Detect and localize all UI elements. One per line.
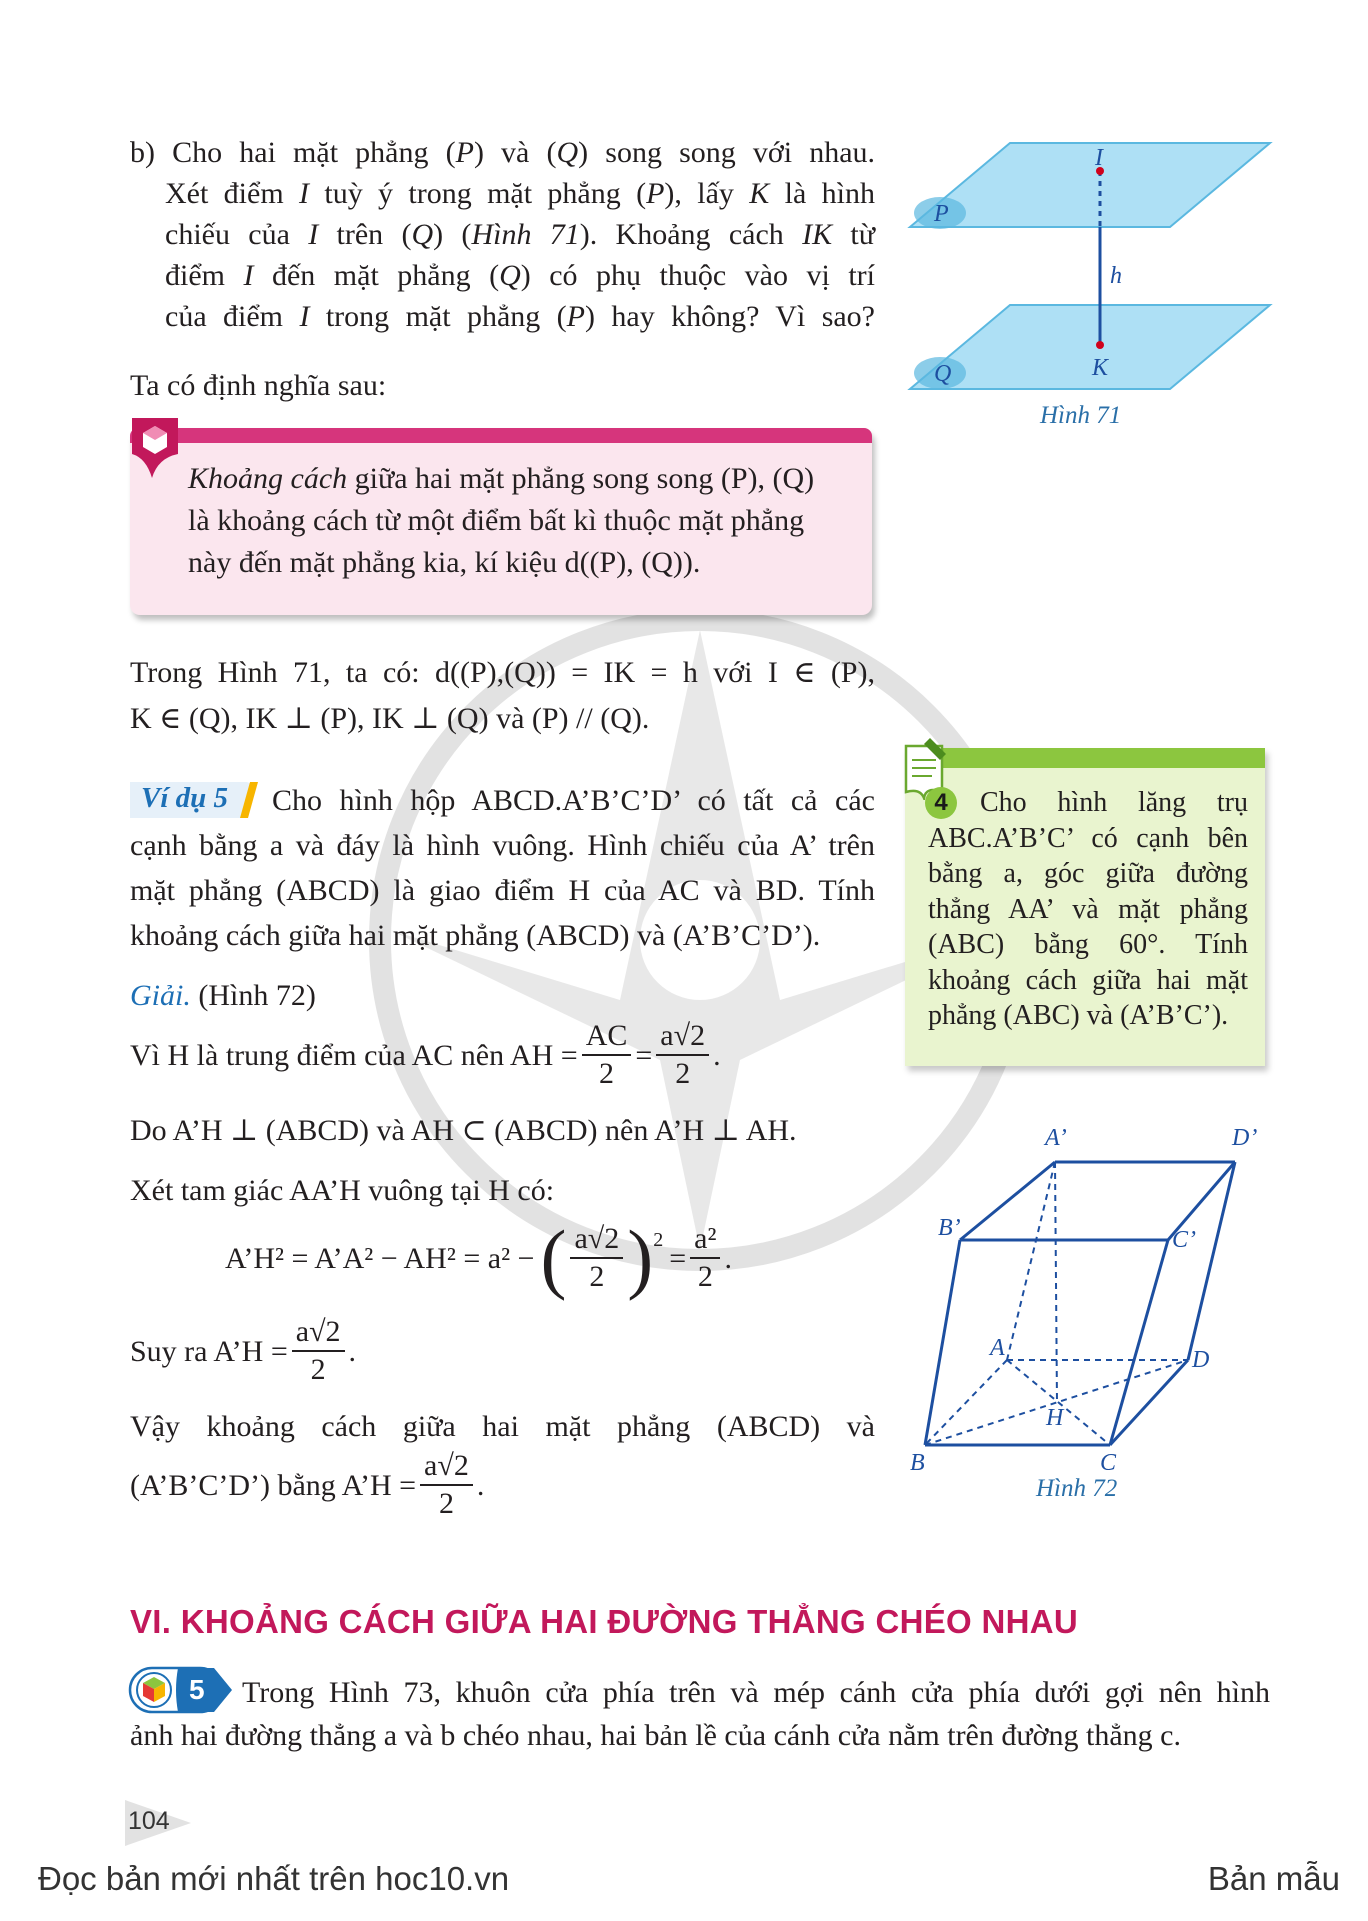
svg-text:A: A <box>990 1335 1005 1361</box>
section-heading: VI. KHOẢNG CÁCH GIỮA HAI ĐƯỜNG THẲNG CHÉO NHAU <box>130 1603 1078 1640</box>
section-paragraph-line-1: Trong Hình 73, khuôn cửa phía trên và mép cánh cửa phía dưới gợi nên hình <box>242 1676 1270 1709</box>
fraction-ac-over-2: $\frac{AC}{2}$ <box>582 1018 632 1092</box>
example-line-3: mặt phẳng (ABCD) là giao điểm H của AC và BD. Tính <box>130 874 875 907</box>
exercise-line-5: (ABC) bằng 60°. Tính <box>928 929 1248 960</box>
solution-step-2: Do A’H ⊥ (ABCD) và AH ⊂ (ABCD) nên A’H ⊥ AH. <box>130 1114 797 1147</box>
example-text <box>130 778 875 958</box>
part-b-question <box>130 132 875 337</box>
svg-text:D’: D’ <box>1232 1125 1258 1151</box>
fraction-a-sqrt2-over-2: $\frac{a√2}{2}$ <box>656 1018 709 1092</box>
fig71-statement-line-1: Trong Hình 71, ta có: d((P),(Q)) = IK = h với I ∈ (P), <box>130 656 875 689</box>
part-b-line-4: điểm I đến mặt phẳng (Q) có phụ thuộc vào vị trí <box>165 259 875 292</box>
point-k <box>1096 341 1104 349</box>
solution-heading <box>130 975 316 1016</box>
example-line-4: khoảng cách giữa hai mặt phẳng (ABCD) và (A’B’C’D’). <box>130 919 821 952</box>
svg-text:H: H <box>1046 1405 1064 1431</box>
solution-ref: (Hình 72) <box>190 979 316 1012</box>
intro-text: Ta có định nghĩa sau: <box>130 369 387 402</box>
exercise-text <box>928 785 1248 1034</box>
definition-bar <box>130 428 872 443</box>
activity-number: 5 <box>189 1674 205 1705</box>
solution-step-5: Suy ra A’H = $\frac{a√2}{2}$ . <box>130 1315 357 1386</box>
definition-line-2: là khoảng cách từ một điểm bất kì thuộc mặt phẳng <box>188 504 805 537</box>
definition-line-3: này đến mặt phẳng kia, kí kiệu d((P), (Q)). <box>188 546 701 579</box>
svg-text:B’: B’ <box>938 1215 961 1241</box>
solution-step-6 <box>130 1406 875 1447</box>
definition-text <box>188 458 848 584</box>
svg-text:K: K <box>1092 355 1109 381</box>
svg-text:P: P <box>934 201 949 227</box>
exercise-number-badge: 4 <box>925 787 957 819</box>
footer-right: Bản mẫu <box>1207 1860 1340 1897</box>
fraction-a2-over-2: $\frac{\text{a²}}{2}$ <box>690 1221 720 1295</box>
fraction-a-sqrt2-over-2-b: $\frac{a√2}{2}$ <box>292 1314 345 1388</box>
svg-text:I: I <box>1095 145 1103 171</box>
exercise-line-4: thẳng AA’ và mặt phẳng <box>928 893 1248 925</box>
fraction-a-sqrt2-over-2-squared: $\frac{a√2}{2}$ <box>570 1221 623 1295</box>
exercise-line-2: ABC.A’B’C’ có cạnh bên <box>928 822 1248 854</box>
exercise-line-6: khoảng cách giữa hai mặt <box>928 964 1248 996</box>
part-b-line-3: chiếu của I trên (Q) (Hình 71). Khoảng cách IK từ <box>165 218 875 251</box>
exercise-line-1: Cho hình lăng trụ <box>980 787 1248 818</box>
solution-step-1: Vì H là trung điểm của AC nên AH = $\frac{AC}{2}$ = $\frac{a√2}{2}$ . <box>130 1019 721 1090</box>
svg-text:A’: A’ <box>1045 1125 1067 1151</box>
svg-text:Q: Q <box>934 361 952 387</box>
footer-left: Đọc bản mới nhất trên hoc10.vn <box>38 1860 510 1897</box>
part-b-line-2: Xét điểm I tuỳ ý trong mặt phẳng (P), lấy K là hình <box>165 177 875 210</box>
example-line-2: cạnh bằng a và đáy là hình vuông. Hình chiếu của A’ trên <box>130 829 875 862</box>
svg-text:h: h <box>1110 263 1122 289</box>
part-b-line-1: b) Cho hai mặt phẳng (P) và (Q) song song với nhau. <box>130 136 876 169</box>
figure-71 <box>900 135 1280 435</box>
solution-step-6-line-2: (A’B’C’D’) bằng A’H = $\frac{a√2}{2}$ . <box>130 1449 485 1520</box>
fraction-a-sqrt2-over-2-c: $\frac{a√2}{2}$ <box>420 1448 473 1522</box>
exercise-bar <box>905 748 1265 768</box>
definition-line-1: Khoảng cách giữa hai mặt phẳng song song (P), (Q) <box>188 462 815 495</box>
figure-72 <box>900 1115 1280 1485</box>
page-number: 104 <box>128 1807 170 1835</box>
exercise-line-7: phẳng (ABC) và (A’B’C’). <box>928 1000 1229 1031</box>
solution-label: Giải. <box>130 979 191 1012</box>
exercise-line-3: bằng a, góc giữa đường <box>928 858 1248 889</box>
fig71-statement <box>130 650 875 742</box>
solution-step-4: A’H² = A’A² − AH² = a² − ( $\frac{a√2}{2}$ ) $^2$ = $\frac{\text{a²}}{2}$ . <box>225 1214 732 1301</box>
fig71-statement-line-2: K ∈ (Q), IK ⊥ (P), IK ⊥ (Q) và (P) // (Q). <box>130 702 650 735</box>
example-line-1: Cho hình hộp ABCD.A’B’C’D’ có tất cả các <box>272 784 875 817</box>
svg-text:D: D <box>1192 1347 1210 1373</box>
section-paragraph-line-2: ảnh hai đường thẳng a và b chéo nhau, hai bản lề của cánh cửa nằm trên đường thẳng c. <box>130 1719 1181 1752</box>
figure-72-caption: Hình 72 <box>1036 1475 1118 1502</box>
svg-text:C’: C’ <box>1172 1227 1196 1253</box>
svg-text:C: C <box>1100 1450 1117 1476</box>
svg-text:B: B <box>910 1450 925 1476</box>
example-label: Ví dụ 5 <box>141 782 229 814</box>
definition-icon <box>128 418 180 480</box>
solution-step-6-line-1: Vậy khoảng cách giữa hai mặt phẳng (ABCD) và <box>130 1410 875 1443</box>
part-b-line-5: của điểm I trong mặt phẳng (P) hay không? Vì sao? <box>165 300 875 333</box>
section-paragraph <box>130 1671 1270 1757</box>
figure-71-caption: Hình 71 <box>1040 402 1122 429</box>
solution-step-3: Xét tam giác AA’H vuông tại H có: <box>130 1174 555 1207</box>
